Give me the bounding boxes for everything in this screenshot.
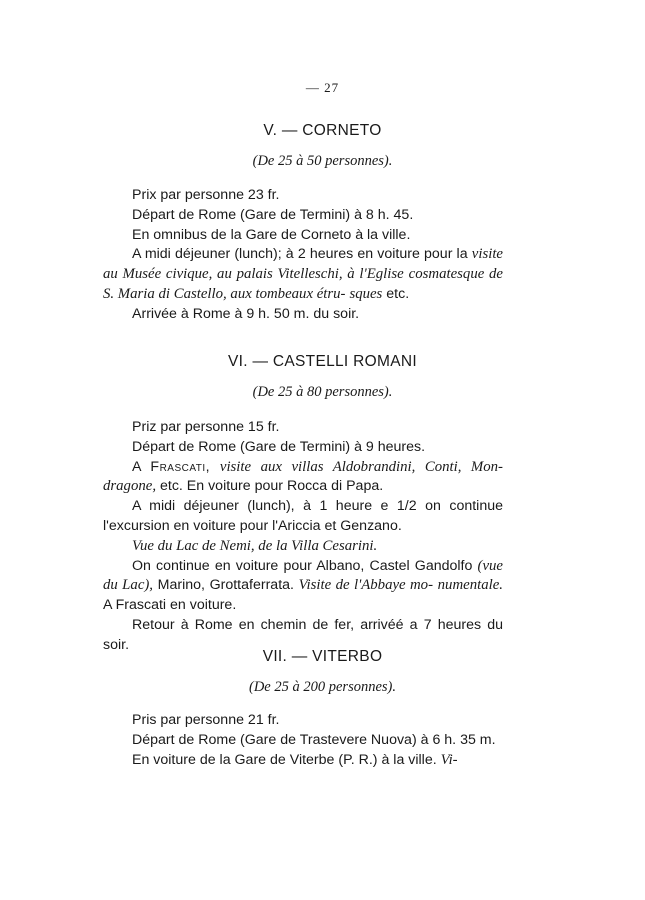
subtitle-text: (De 25 à 200 personnes). (249, 679, 396, 695)
body-text: etc. En voiture pour Rocca di Papa. (159, 478, 384, 495)
subtitle-text: (De 25 à 50 personnes). (252, 153, 393, 169)
body-line: Prix par personne 23 fr. (132, 187, 280, 203)
body-text: A (132, 458, 141, 475)
subtitle-text: (De 25 à 80 personnes). (252, 384, 393, 400)
body-paragraph (103, 731, 503, 751)
body-paragraph (103, 751, 503, 771)
body-text: Départ de Rome (Gare de Trastevere Nuova) à 6 h. (132, 731, 457, 748)
body-italic-text: (vue du Lac), (103, 557, 503, 594)
body-italic-text: numentale. (437, 577, 503, 594)
body-italic-text: sques (349, 285, 383, 302)
body-text: l'excursion en voiture pour l'Ariccia et Genzano. (103, 517, 402, 534)
section-subtitle-corneto (0, 153, 645, 170)
body-paragraph (103, 245, 503, 304)
body-paragraph (103, 497, 503, 537)
body-italic-text: Vue du Lac de Nemi, de la Villa Cesarini. (132, 537, 378, 554)
section-title-viterbo: VII. — VITERBO (262, 648, 383, 665)
body-italic-text: visite aux villas Aldobrandini, Conti, Mon- (219, 458, 503, 475)
body-text: 35 m. (460, 731, 496, 748)
body-line: Priz par personne 15 fr. (132, 419, 280, 435)
body-italic-text: visite au Musée civique, au palais Vitelleschi, à l'Eglise (103, 246, 503, 283)
body-text: En voiture de la Gare de Viterbe (P. R.) à la ville. (132, 751, 437, 768)
body-text: On continue en voiture pour Albano, Castel Gandolfo (132, 557, 473, 574)
body-paragraph (103, 537, 503, 557)
body-line: En omnibus de la Gare de Corneto à la ville. (132, 226, 411, 243)
body-italic-text: Visite de l'Abbaye mo- (298, 577, 433, 594)
body-text: etc. (386, 285, 410, 302)
section-subtitle-castelli-romani (0, 384, 645, 401)
body-italic-text: dragone, (103, 478, 157, 495)
body-text: Marino, Grottaferrata. (157, 577, 294, 594)
body-paragraph (103, 458, 503, 498)
body-line: Départ de Rome (Gare de Termini) à 8 h. 45. (132, 206, 414, 223)
body-italic-text: cosmatesque de S. Maria di Castello, aux tombeaux étru- (103, 266, 503, 302)
section-title-corneto: V. — CORNETO (263, 122, 382, 139)
body-smallcaps-text: Frascati, (150, 458, 211, 475)
body-line: Arrivée à Rome à 9 h. 50 m. du soir. (132, 305, 360, 322)
section-body-castelli-romani (103, 418, 503, 656)
body-text: soir. (103, 636, 130, 653)
body-text: A midi déjeuner (lunch), à 1 heure e 1/2 on continue (132, 498, 503, 515)
body-line: Pris par personne 21 fr. (132, 712, 280, 728)
body-italic-text: Vi- (440, 751, 458, 768)
body-text: Retour à Rome en chemin de fer, arrivéé a 7 heures du (132, 616, 503, 633)
body-paragraph (103, 557, 503, 616)
body-text: A midi déjeuner (lunch); à 2 heures en voiture pour la (132, 246, 468, 263)
section-subtitle-viterbo (0, 679, 645, 696)
section-body-corneto (103, 186, 503, 325)
section-title-castelli-romani: VI. — CASTELLI ROMANI (228, 353, 417, 370)
page-number: — 27 (305, 80, 340, 95)
section-body-viterbo (103, 711, 503, 770)
body-line: Départ de Rome (Gare de Termini) à 9 heures. (132, 438, 426, 455)
body-text: A Frascati en voiture. (103, 597, 237, 614)
